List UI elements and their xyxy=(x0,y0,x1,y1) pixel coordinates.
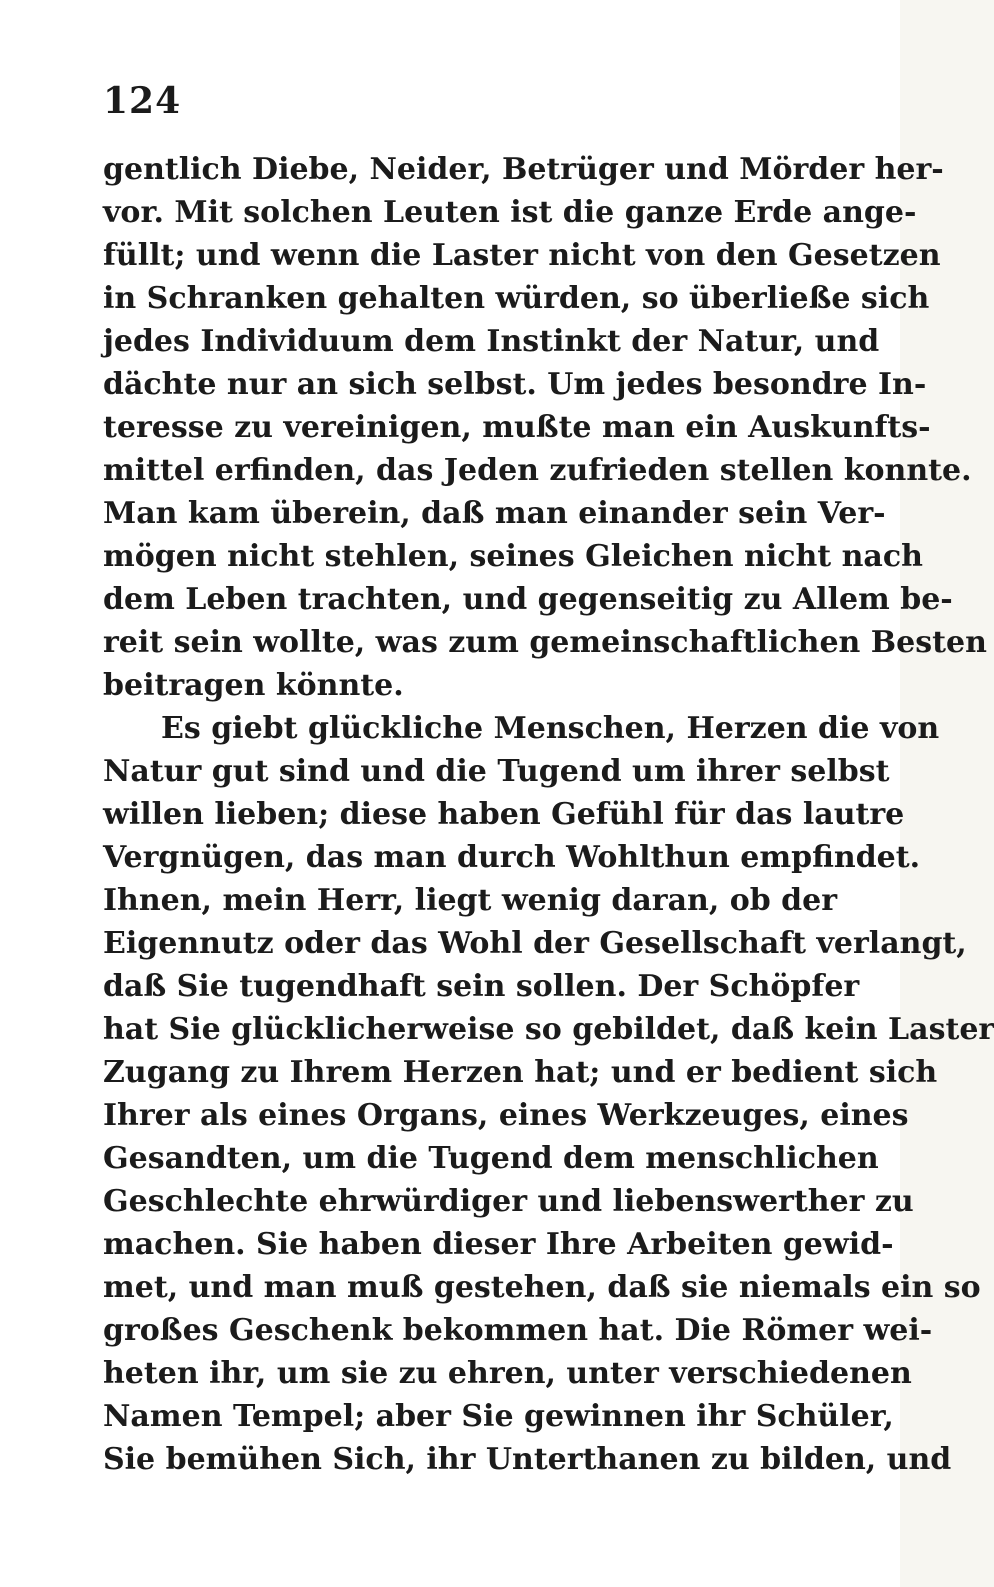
text-line: Eigennutz oder das Wohl der Gesellschaft verlangt, xyxy=(103,926,967,961)
text-line: Zugang zu Ihrem Herzen hat; und er bedient sich xyxy=(103,1055,938,1090)
text-line: Gesandten, um die Tugend dem menschlichen xyxy=(103,1141,879,1176)
text-line: dem Leben trachten, und gegenseitig zu Allem be- xyxy=(103,582,953,617)
text-line: Ihrer als eines Organs, eines Werkzeuges, eines xyxy=(103,1098,909,1133)
paragraph-1 xyxy=(103,148,987,707)
text-line: Es giebt glückliche Menschen, Herzen die von xyxy=(161,711,940,746)
text-line: großes Geschenk bekommen hat. Die Römer wei- xyxy=(103,1313,933,1348)
text-line: in Schranken gehalten würden, so überließe sich xyxy=(103,281,930,316)
text-line: Ihnen, mein Herr, liegt wenig daran, ob der xyxy=(103,883,838,918)
text-line: gentlich Diebe, Neider, Betrüger und Mörder her- xyxy=(103,152,944,187)
text-line: reit sein wollte, was zum gemeinschaftlichen Besten xyxy=(103,625,987,660)
text-line: Sie bemühen Sich, ihr Unterthanen zu bilden, und xyxy=(103,1442,952,1477)
text-line: mittel erfinden, das Jeden zufrieden stellen konnte. xyxy=(103,453,972,488)
paragraph-2 xyxy=(103,707,994,1481)
text-line: dächte nur an sich selbst. Um jedes besondre In- xyxy=(103,367,927,402)
text-line: jedes Individuum dem Instinkt der Natur, und xyxy=(103,324,880,359)
text-line: heten ihr, um sie zu ehren, unter verschiedenen xyxy=(103,1356,912,1391)
text-line: hat Sie glücklicherweise so gebildet, daß kein Laster xyxy=(103,1012,994,1047)
text-line: met, und man muß gestehen, daß sie niemals ein so xyxy=(103,1270,981,1305)
text-line: machen. Sie haben dieser Ihre Arbeiten gewid- xyxy=(103,1227,894,1262)
text-line: füllt; und wenn die Laster nicht von den Gesetzen xyxy=(103,238,941,273)
text-line: teresse zu vereinigen, mußte man ein Auskunfts- xyxy=(103,410,931,445)
text-line: Natur gut sind und die Tugend um ihrer selbst xyxy=(103,754,890,789)
page-number: 124 xyxy=(103,80,182,122)
body-text xyxy=(103,148,994,1481)
text-line: willen lieben; diese haben Gefühl für das lautre xyxy=(103,797,905,832)
text-line: Namen Tempel; aber Sie gewinnen ihr Schüler, xyxy=(103,1399,894,1434)
text-line: Geschlechte ehrwürdiger und liebenswerther zu xyxy=(103,1184,914,1219)
text-line: beitragen könnte. xyxy=(103,668,404,703)
text-line: Man kam überein, daß man einander sein Ver- xyxy=(103,496,886,531)
text-line: daß Sie tugendhaft sein sollen. Der Schöpfer xyxy=(103,969,860,1004)
text-line: Vergnügen, das man durch Wohlthun empfindet. xyxy=(103,840,921,875)
text-line: mögen nicht stehlen, seines Gleichen nicht nach xyxy=(103,539,923,574)
text-line: vor. Mit solchen Leuten ist die ganze Erde ange- xyxy=(103,195,917,230)
